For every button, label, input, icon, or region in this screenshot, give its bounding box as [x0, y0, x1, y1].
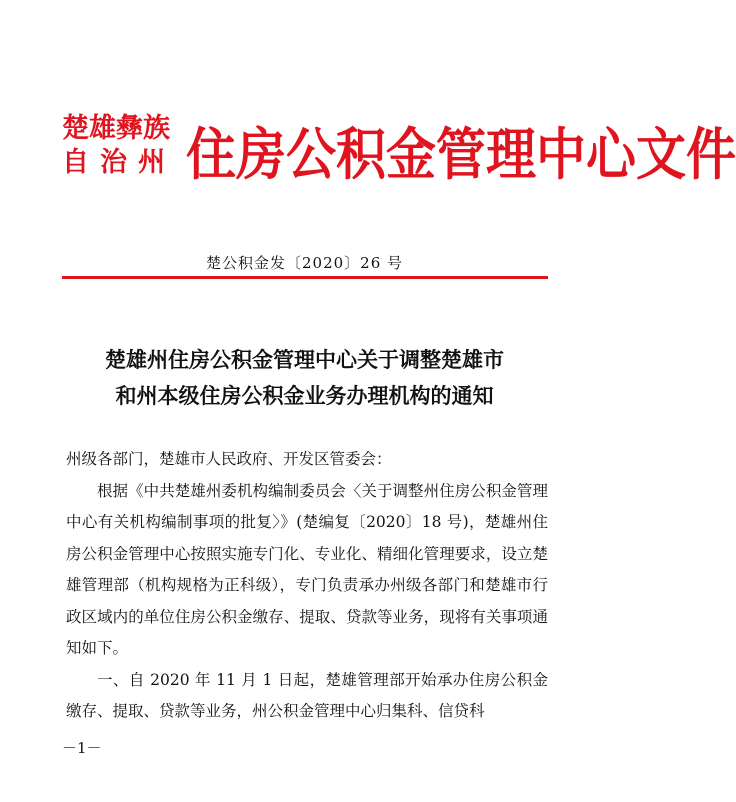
document-title: [40, 342, 569, 414]
document-header: [62, 112, 736, 192]
title-line2: 和州本级住房公积金业务办理机构的通知: [115, 384, 494, 408]
issuing-organization: [62, 112, 182, 180]
title-line1: 楚雄州住房公积金管理中心关于调整楚雄市: [105, 348, 504, 372]
document-type-heading: 住房公积金管理中心文件: [186, 122, 736, 188]
red-divider-line: [62, 276, 548, 279]
body-paragraph: 根据《中共楚雄州委机构编制委员会〈关于调整州住房公积金管理中心有关机构编制事项的批复〉》(楚编复〔2020〕18 号)，楚雄州住房公积金管理中心按照实施专门化、专业化、精细化管理要求，设立楚雄管理部（机构规格为正科级），专门负责承办州级各部门和楚雄市行政区域内的单位住房公积金缴存、提取、贷款等业务，现将有关事项通知如下。: [66, 481, 548, 657]
page-number: －1－: [62, 739, 102, 757]
body-paragraph: 一、自 2020 年 11 月 1 日起，楚雄管理部开始承办住房公积金缴存、提取、贷款等业务，州公积金管理中心归集科、信贷科: [66, 670, 548, 720]
document-body: [66, 444, 548, 728]
addressee: 州级各部门，楚雄市人民政府、开发区管委会：: [66, 450, 392, 468]
document-number: 楚公积金发〔2020〕26 号: [205, 254, 404, 272]
org-name-line2: 自治州: [62, 147, 176, 178]
org-name-line1: 楚雄彝族: [62, 113, 170, 144]
